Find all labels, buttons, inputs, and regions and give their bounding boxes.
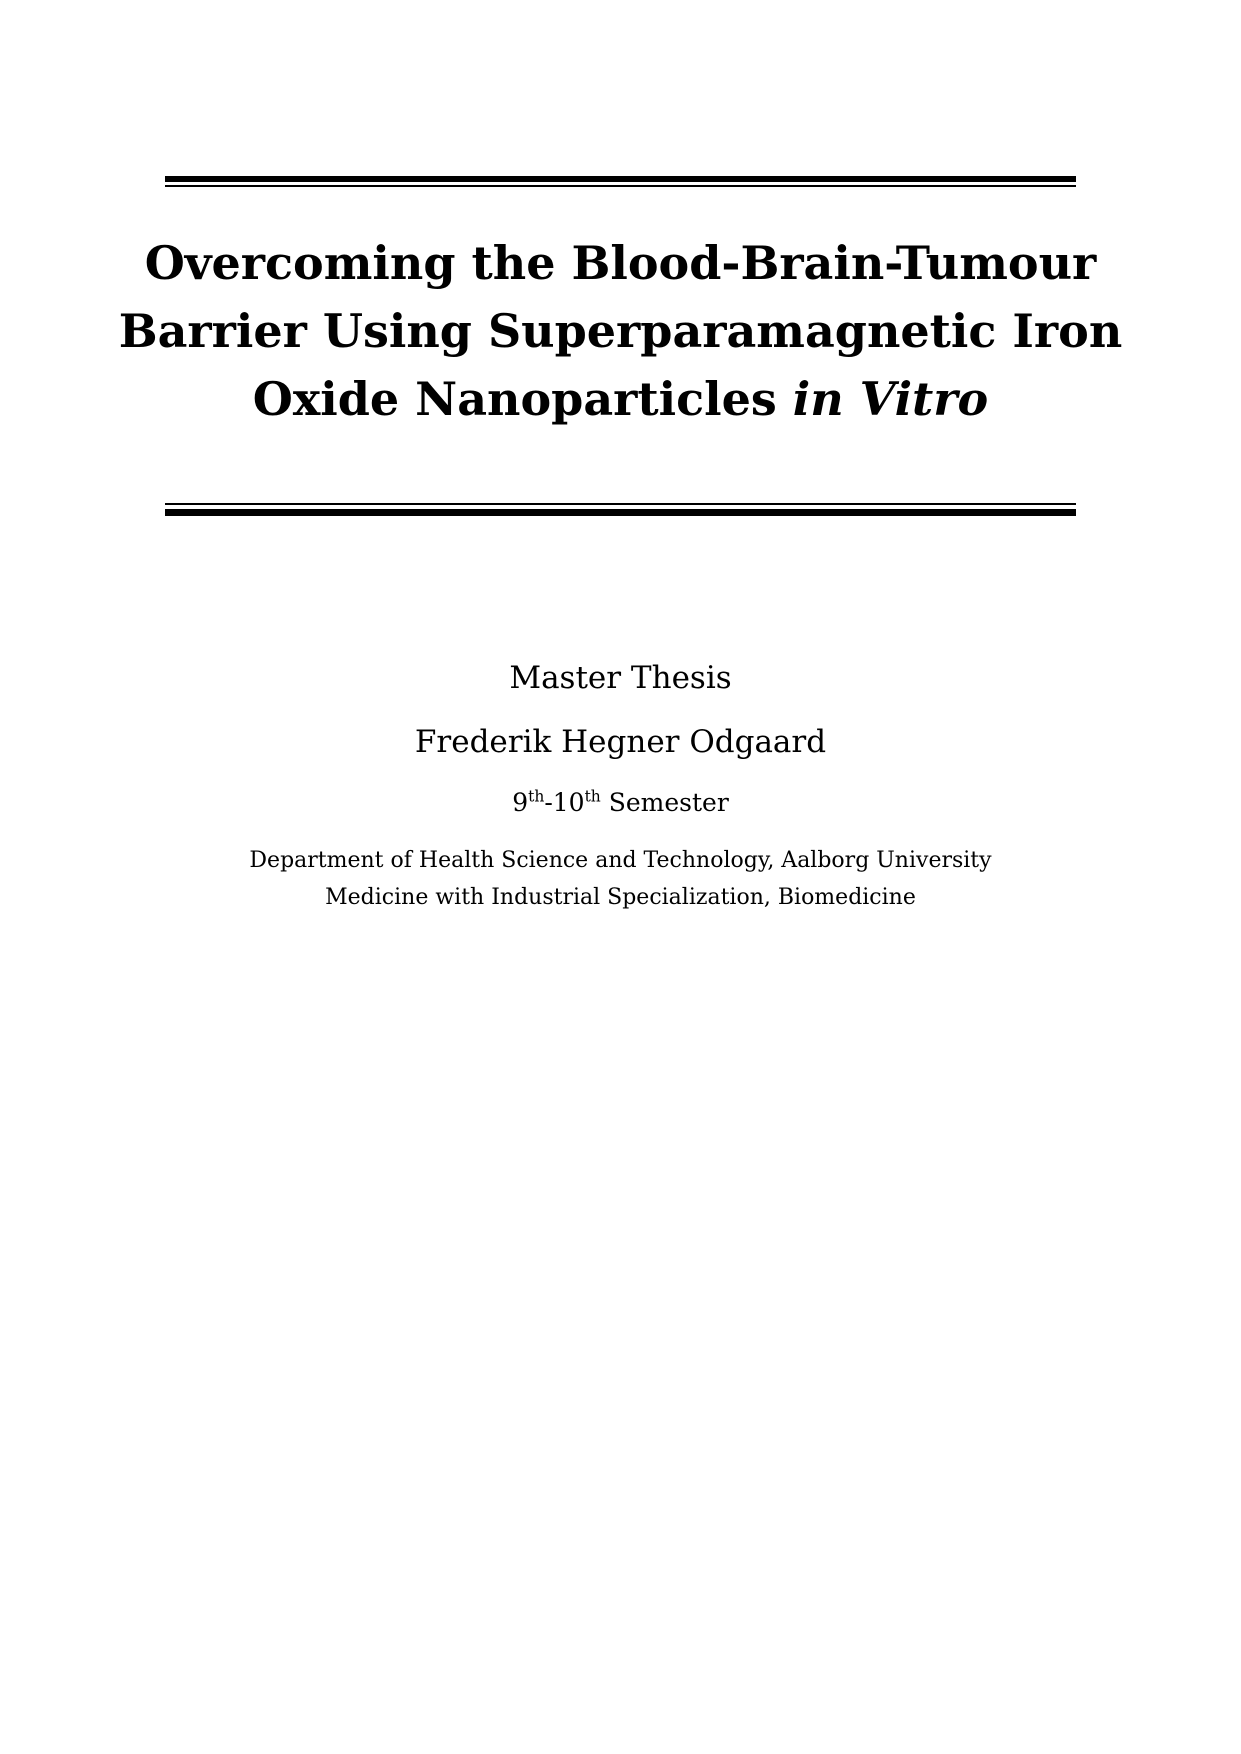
title-line-1: Overcoming the Blood-Brain-Tumour	[144, 236, 1097, 290]
semester-mid: -10	[544, 788, 585, 817]
title-line-3-regular: Oxide Nanoparticles	[252, 372, 793, 426]
semester-label: Semester	[600, 788, 729, 817]
affiliation-programme: Medicine with Industrial Specialization, Biomedicine	[325, 885, 916, 910]
top-rule-thick-bar	[165, 176, 1076, 182]
bottom-double-rule	[165, 503, 1076, 516]
semester-sup2: th	[584, 787, 601, 806]
bottom-rule-thin-bar	[165, 503, 1076, 505]
bottom-rule-thick-bar	[165, 509, 1076, 516]
title-line-3	[0, 365, 1241, 433]
semester-sup1: th	[528, 787, 545, 806]
thesis-title	[0, 229, 1241, 433]
title-line-2: Barrier Using Superparamagnetic Iron	[118, 304, 1123, 358]
title-line-3-italic: in Vitro	[792, 372, 989, 426]
thesis-type-label: Master Thesis	[509, 660, 732, 696]
semester-num1: 9	[512, 788, 529, 817]
top-double-rule	[165, 176, 1076, 187]
top-rule-thin-bar	[165, 185, 1076, 187]
semester-line	[0, 789, 1241, 817]
affiliation-department: Department of Health Science and Technology, Aalborg University	[249, 848, 992, 873]
author-name: Frederik Hegner Odgaard	[414, 724, 827, 760]
